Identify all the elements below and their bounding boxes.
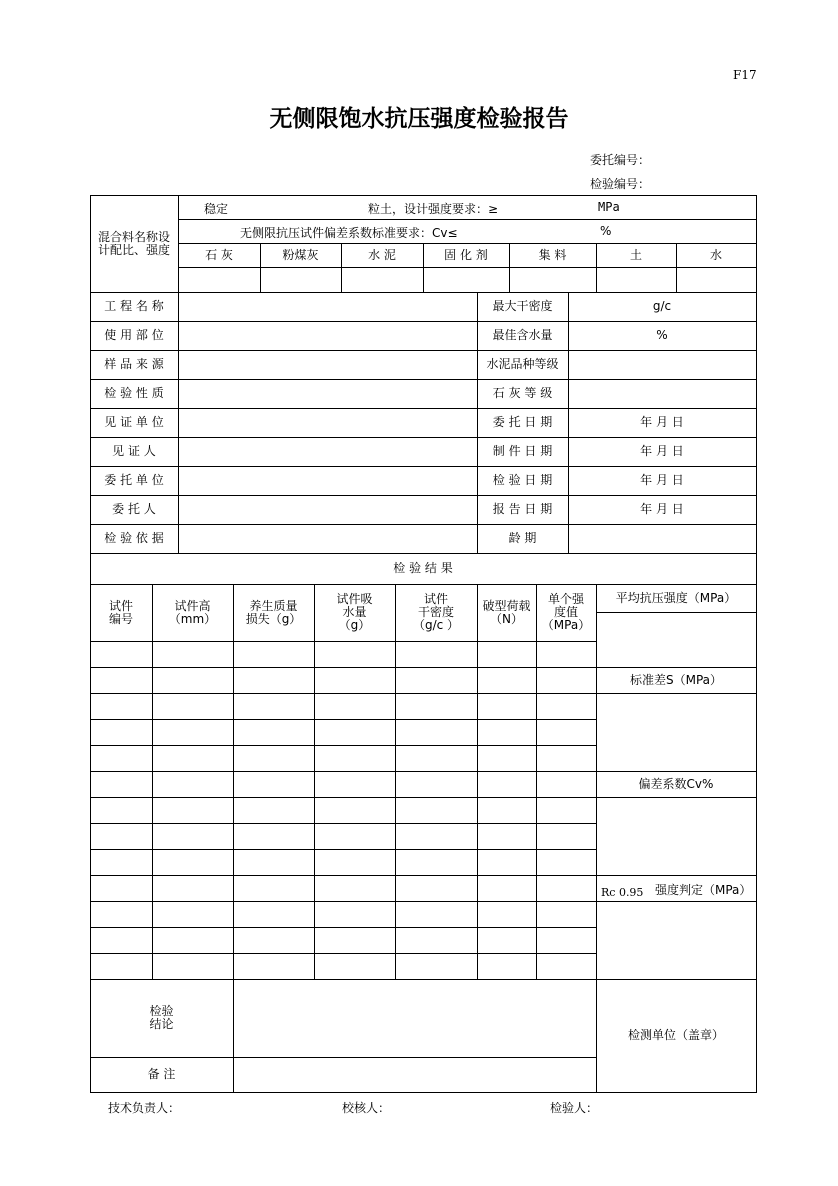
result-data-cell[interactable]: [152, 953, 234, 980]
result-data-cell[interactable]: [477, 693, 537, 720]
info-label-text: 最佳含水量: [492, 328, 553, 342]
result-data-cell[interactable]: [395, 641, 478, 668]
results-column-header-text: 养生质量 损失（g）: [245, 598, 302, 626]
result-data-cell[interactable]: [314, 953, 396, 980]
result-data-cell[interactable]: [536, 927, 597, 954]
info-value-input: [568, 466, 757, 496]
info-value-input-text: 年 月 日: [640, 415, 684, 429]
material-header: [596, 243, 677, 268]
results-column-header: [314, 584, 396, 642]
material-value-input[interactable]: [423, 267, 510, 293]
info-label-text: 水泥品种等级: [486, 357, 559, 371]
form-code: F17: [733, 68, 757, 82]
info-label: [477, 321, 569, 351]
info-label: [90, 437, 179, 467]
result-data-cell[interactable]: [477, 953, 537, 980]
checker-label: 校核人：: [342, 1101, 391, 1115]
info-label: [90, 292, 179, 322]
results-column-header-text: 试件 编号: [108, 598, 133, 626]
result-data-cell[interactable]: [233, 927, 315, 954]
info-value-input-text: %: [656, 328, 668, 342]
info-label: [90, 350, 179, 380]
result-data-cell[interactable]: [152, 849, 234, 876]
result-data-cell[interactable]: [152, 719, 234, 746]
result-data-cell[interactable]: [314, 667, 396, 694]
info-label: [90, 321, 179, 351]
info-value-input[interactable]: [178, 466, 478, 496]
info-label-text: 最大干密度: [492, 299, 553, 313]
result-data-cell[interactable]: [90, 797, 153, 824]
material-header: [341, 243, 424, 268]
info-value-input-text: 年 月 日: [640, 473, 684, 487]
rc-label: Rc 0.95: [601, 886, 644, 899]
result-data-cell[interactable]: [477, 641, 537, 668]
result-data-cell[interactable]: [90, 849, 153, 876]
result-data-cell[interactable]: [477, 667, 537, 694]
result-data-cell[interactable]: [477, 849, 537, 876]
result-data-cell[interactable]: [233, 693, 315, 720]
tech-lead-label: 技术负责人：: [108, 1101, 181, 1115]
result-data-cell[interactable]: [233, 667, 315, 694]
info-label-text: 样 品 来 源: [104, 357, 164, 371]
std-dev-label: [596, 667, 757, 694]
material-header-text: 粉煤灰: [282, 247, 319, 262]
result-data-cell[interactable]: [233, 953, 315, 980]
result-data-cell[interactable]: [90, 745, 153, 772]
result-data-cell[interactable]: [395, 823, 478, 850]
results-column-header: [395, 584, 478, 642]
result-data-cell[interactable]: [395, 849, 478, 876]
results-column-header-text: 破型荷载 （N）: [482, 598, 531, 626]
info-value-input[interactable]: [178, 495, 478, 525]
result-data-cell[interactable]: [314, 927, 396, 954]
info-label-text: 见 证 人: [112, 444, 156, 458]
test-no-label: 检验编号：: [590, 177, 651, 191]
result-data-cell[interactable]: [233, 823, 315, 850]
result-data-cell[interactable]: [536, 875, 597, 902]
result-data-cell[interactable]: [152, 745, 234, 772]
mix-percent-unit: %: [600, 224, 612, 238]
result-data-cell[interactable]: [314, 901, 396, 928]
result-data-cell[interactable]: [90, 875, 153, 902]
info-value-input[interactable]: [178, 292, 478, 322]
results-section-title: [90, 553, 757, 585]
info-label-text: 制 件 日 期: [492, 444, 553, 458]
result-data-cell[interactable]: [536, 953, 597, 980]
result-data-cell[interactable]: [152, 823, 234, 850]
result-data-cell[interactable]: [477, 771, 537, 798]
info-label-text: 使 用 部 位: [104, 328, 164, 342]
info-label-text: 检 验 依 据: [104, 531, 164, 545]
mix-cv-requirement-label: 无侧限抗压试件偏差系数标准要求：Cv≤: [240, 226, 458, 240]
result-data-cell[interactable]: [233, 641, 315, 668]
result-data-cell[interactable]: [152, 927, 234, 954]
result-data-cell[interactable]: [152, 667, 234, 694]
results-column-header-text: 单个强 度值 （MPa）: [541, 592, 591, 632]
material-header: [423, 243, 510, 268]
info-label: [477, 408, 569, 438]
avg-strength-value[interactable]: [596, 612, 757, 668]
result-data-cell[interactable]: [395, 745, 478, 772]
material-header-text: 集 料: [538, 247, 567, 262]
result-data-cell[interactable]: [536, 745, 597, 772]
results-column-header-text: 试件高 （mm）: [168, 598, 217, 626]
result-data-cell[interactable]: [536, 797, 597, 824]
result-data-cell[interactable]: [477, 745, 537, 772]
inspector-label: 检验人：: [550, 1101, 599, 1115]
result-data-cell[interactable]: [314, 693, 396, 720]
result-data-cell[interactable]: [477, 797, 537, 824]
result-data-cell[interactable]: [536, 693, 597, 720]
results-column-header-text: 试件 干密度 （g/c ）: [412, 592, 460, 632]
results-column-header-text: 试件吸 水量 （g）: [336, 592, 373, 632]
result-data-cell[interactable]: [152, 901, 234, 928]
lab-seal-area-text: 检测单位（盖章）: [627, 1028, 724, 1042]
result-data-cell[interactable]: [233, 771, 315, 798]
result-data-cell[interactable]: [90, 693, 153, 720]
info-label: [90, 495, 179, 525]
result-data-cell[interactable]: [477, 927, 537, 954]
mix-label-text: 混合料名称设 计配比、强度: [97, 229, 170, 257]
conclusion-value[interactable]: [233, 979, 597, 1058]
remarks-label: [90, 1057, 234, 1093]
result-data-cell[interactable]: [395, 719, 478, 746]
result-data-cell[interactable]: [395, 693, 478, 720]
result-data-cell[interactable]: [536, 719, 597, 746]
result-data-cell[interactable]: [152, 771, 234, 798]
result-data-cell[interactable]: [314, 641, 396, 668]
avg-strength-label-text: 平均抗压强度（MPa）: [615, 590, 737, 605]
material-header: [509, 243, 597, 268]
result-data-cell[interactable]: [536, 901, 597, 928]
result-data-cell[interactable]: [152, 693, 234, 720]
page-title: 无侧限饱水抗压强度检验报告: [269, 106, 569, 132]
result-data-cell[interactable]: [90, 719, 153, 746]
material-value-input[interactable]: [676, 267, 757, 293]
info-label-text: 工 程 名 称: [104, 299, 164, 313]
info-label: [477, 292, 569, 322]
result-data-cell[interactable]: [152, 875, 234, 902]
result-data-cell[interactable]: [536, 667, 597, 694]
info-label: [90, 466, 179, 496]
info-label: [477, 437, 569, 467]
info-value-input: [568, 379, 757, 409]
result-data-cell[interactable]: [395, 927, 478, 954]
info-value-input: [568, 524, 757, 554]
result-data-cell[interactable]: [90, 901, 153, 928]
info-label: [90, 379, 179, 409]
info-label-text: 委 托 日 期: [492, 415, 553, 429]
conclusion-label-text: 检验 结论: [149, 1004, 174, 1031]
result-data-cell[interactable]: [90, 667, 153, 694]
result-data-cell[interactable]: [233, 875, 315, 902]
info-label-text: 检 验 性 质: [104, 386, 164, 400]
material-header-text: 水 泥: [368, 247, 396, 262]
result-data-cell[interactable]: [395, 771, 478, 798]
mix-mpa-unit: MPa: [598, 200, 620, 214]
material-value-input[interactable]: [260, 267, 342, 293]
info-value-input: [568, 321, 757, 351]
std-dev-label-text: 标准差S（MPa）: [629, 672, 723, 687]
result-data-cell[interactable]: [152, 641, 234, 668]
results-column-header: [536, 584, 597, 642]
result-data-cell[interactable]: [314, 771, 396, 798]
result-data-cell[interactable]: [395, 667, 478, 694]
results-column-header: [233, 584, 315, 642]
info-label-text: 委 托 人: [112, 502, 156, 516]
info-label-text: 委 托 单 位: [104, 473, 164, 487]
material-header-text: 土: [629, 247, 642, 262]
result-data-cell[interactable]: [90, 953, 153, 980]
remarks-value[interactable]: [233, 1057, 597, 1093]
result-data-cell[interactable]: [477, 901, 537, 928]
info-value-input[interactable]: [178, 321, 478, 351]
info-label-text: 见 证 单 位: [104, 415, 164, 429]
result-data-cell[interactable]: [536, 771, 597, 798]
info-value-input[interactable]: [178, 524, 478, 554]
result-data-cell[interactable]: [90, 823, 153, 850]
result-data-cell[interactable]: [477, 875, 537, 902]
material-header: [178, 243, 261, 268]
info-label: [477, 350, 569, 380]
info-label: [477, 524, 569, 554]
result-data-cell[interactable]: [233, 849, 315, 876]
info-value-input: [568, 350, 757, 380]
lab-seal-area: [596, 979, 757, 1093]
result-data-cell[interactable]: [233, 719, 315, 746]
result-data-cell[interactable]: [395, 875, 478, 902]
info-value-input[interactable]: [178, 379, 478, 409]
results-column-header: [477, 584, 537, 642]
material-header: [676, 243, 757, 268]
commission-no-label: 委托编号：: [590, 153, 651, 167]
std-dev-value[interactable]: [596, 693, 757, 772]
material-value-input[interactable]: [178, 267, 261, 293]
results-column-header: [152, 584, 234, 642]
cv-label: [596, 771, 757, 798]
result-data-cell[interactable]: [90, 927, 153, 954]
info-label-text: 石 灰 等 级: [492, 386, 553, 400]
material-header-text: 固 化 剂: [444, 247, 488, 262]
result-data-cell[interactable]: [477, 823, 537, 850]
info-value-input[interactable]: [178, 437, 478, 467]
result-data-cell[interactable]: [395, 797, 478, 824]
result-data-cell[interactable]: [152, 797, 234, 824]
info-label: [477, 466, 569, 496]
result-data-cell[interactable]: [314, 849, 396, 876]
result-data-cell[interactable]: [314, 823, 396, 850]
info-value-input: [568, 495, 757, 525]
material-header-text: 石 灰: [205, 247, 233, 262]
info-value-input-text: 年 月 日: [640, 502, 684, 516]
result-data-cell[interactable]: [233, 745, 315, 772]
results-section-title-text: 检 验 结 果: [393, 561, 453, 575]
info-value-input: [568, 437, 757, 467]
result-data-cell[interactable]: [314, 745, 396, 772]
result-data-cell[interactable]: [90, 641, 153, 668]
result-data-cell[interactable]: [536, 849, 597, 876]
remarks-label-text: 备 注: [147, 1067, 176, 1081]
material-header-text: 水: [709, 247, 722, 262]
material-header: [260, 243, 342, 268]
judgement-label: 强度判定（MPa）: [655, 883, 752, 897]
result-data-cell[interactable]: [233, 901, 315, 928]
result-data-cell[interactable]: [477, 719, 537, 746]
info-value-input[interactable]: [178, 350, 478, 380]
info-label-text: 检 验 日 期: [492, 473, 553, 487]
mix-design-strength-label: 粒土，设计强度要求：≥: [368, 202, 499, 216]
info-label: [477, 495, 569, 525]
info-label: [90, 524, 179, 554]
result-data-cell[interactable]: [233, 797, 315, 824]
conclusion-label: [90, 979, 234, 1058]
material-value-input[interactable]: [596, 267, 677, 293]
material-value-input[interactable]: [509, 267, 597, 293]
result-data-cell[interactable]: [536, 641, 597, 668]
mix-label: [90, 195, 179, 293]
info-value-input[interactable]: [178, 408, 478, 438]
info-value-input-text: g/c: [652, 299, 672, 313]
info-label-text: 报 告 日 期: [492, 502, 553, 516]
info-label: [477, 379, 569, 409]
results-column-header: [90, 584, 153, 642]
mix-stabilized-label: 稳定: [204, 202, 229, 216]
info-label: [90, 408, 179, 438]
result-data-cell[interactable]: [314, 719, 396, 746]
avg-strength-label: [596, 584, 757, 613]
info-label-text: 龄 期: [508, 531, 537, 545]
info-value-input-text: 年 月 日: [640, 444, 684, 458]
result-data-cell[interactable]: [314, 875, 396, 902]
cv-label-text: 偏差系数Cv%: [638, 776, 714, 791]
result-data-cell[interactable]: [314, 797, 396, 824]
info-value-input: [568, 408, 757, 438]
result-data-cell[interactable]: [395, 901, 478, 928]
material-value-input[interactable]: [341, 267, 424, 293]
judgement-value[interactable]: [596, 901, 757, 980]
result-data-cell[interactable]: [90, 771, 153, 798]
result-data-cell[interactable]: [395, 953, 478, 980]
cv-value[interactable]: [596, 797, 757, 876]
info-value-input: [568, 292, 757, 322]
result-data-cell[interactable]: [536, 823, 597, 850]
